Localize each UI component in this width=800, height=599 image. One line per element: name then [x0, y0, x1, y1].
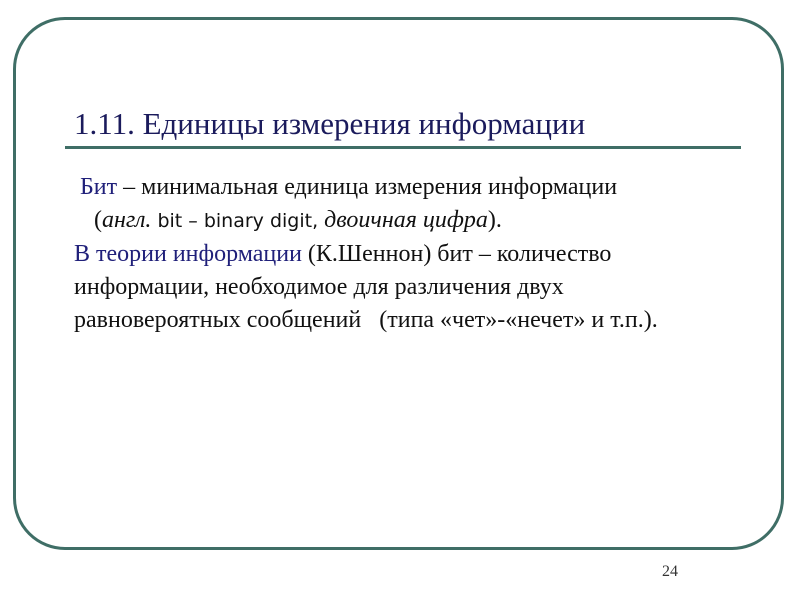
theory-phrase: В теории информации — [74, 241, 302, 267]
english-term: bit – binary digit, — [151, 210, 319, 232]
bit-definition: – минимальная единица измерения информации — [117, 174, 618, 200]
paren-open: ( — [94, 207, 102, 233]
shannon-text: (К.Шеннон) бит – количество — [301, 241, 612, 267]
body-line-2 — [94, 207, 502, 234]
body-line-1 — [80, 174, 617, 201]
slide-title: 1.11. Единицы измерения информации — [74, 106, 586, 141]
term-bit: Бит — [80, 174, 118, 200]
paren-close: ). — [487, 207, 502, 233]
page-number: 24 — [662, 563, 678, 580]
title-underline — [65, 146, 741, 149]
angl-abbrev: англ. — [102, 207, 152, 233]
body-line-5: равновероятных сообщений (типа «чет»-«нечет» и т.п.). — [74, 307, 658, 333]
body-line-3 — [74, 241, 611, 268]
body-line-4: информации, необходимое для различения двух — [74, 274, 564, 300]
russian-translation: двоичная цифра — [318, 207, 488, 233]
